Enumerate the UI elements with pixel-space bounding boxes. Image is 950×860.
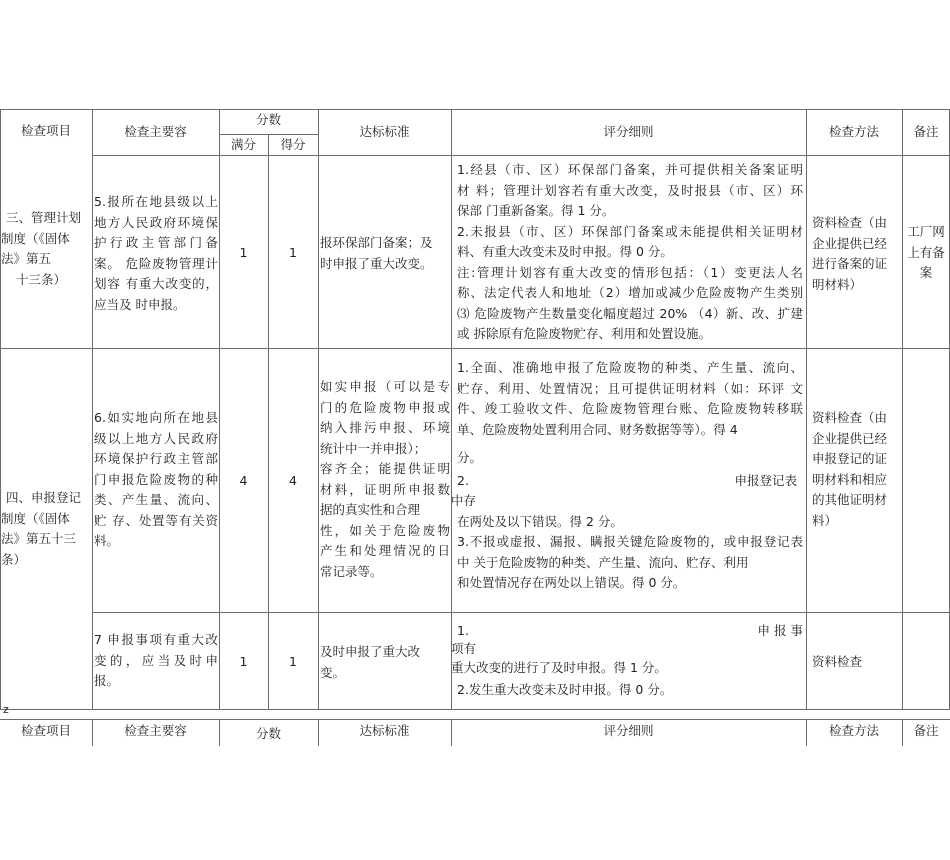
row2-item (0, 488, 92, 570)
row2-detail-line: 贮存、利用、处置情况；且可提供证明材料（如：环评 文 (457, 380, 803, 396)
row2-detail-line (457, 471, 803, 492)
row1-content-line: 5.报所在地县级以上 (94, 194, 218, 209)
row2-detail-num: 2. (457, 472, 469, 488)
row2-standard-line: 容齐全；能提供证明 (320, 461, 450, 476)
footer-check-item: 检查项目 (20, 723, 71, 738)
footer-standard: 达标标准 (359, 723, 410, 738)
col-line-5 (451, 109, 452, 709)
row3-content-line: 变的，应当及时申 (94, 652, 218, 668)
footer-main-content: 检查主要容 (124, 723, 187, 738)
row2-item-line: 条） (1, 551, 27, 567)
row3-detail-num: 1. (457, 623, 469, 638)
row1-method-line: 资料检查（由 (812, 215, 888, 230)
row2-got-score: 4 (289, 473, 297, 488)
row1-bottom-border (0, 348, 950, 349)
row1-detail-line: ⑶ 危险废物产生数量变化幅度超过 20% （4）新、改、扩建 (457, 305, 803, 321)
row2-content-line: 类、产生量、流向、 (94, 492, 218, 507)
row2-method (812, 408, 904, 531)
row1-item-line: 十三条） (16, 271, 67, 287)
row1-item-line: 法》第五 (1, 251, 52, 266)
row1-detail-line: 保部 门重新备案。得 1 分。 (457, 203, 615, 218)
row2-detail-line: 分。 (457, 450, 483, 465)
col-line-2 (219, 109, 220, 709)
row1-full-score: 1 (239, 245, 248, 260)
row2-content-line: 贮 存、处置等有关资 (94, 512, 218, 528)
footer-score: 分数 (255, 726, 281, 741)
row1-method-line: 进行备案的证 (812, 256, 888, 271)
row2-detail-line: 单、危险废物处置利用合同、财务数据等等）。得 4 (457, 421, 738, 437)
row2-detail-line: 中 关于危险废物的种类、产生量、流向、贮存、利用 (457, 554, 749, 570)
row3-standard-line: 变。 (320, 664, 346, 680)
stray-mark: z (3, 703, 9, 716)
row2-standard-line: 性，如关于危险废物 (320, 522, 450, 538)
header-score: 分数 (255, 112, 281, 127)
row2-item-line: 四、申报登记 (6, 490, 82, 505)
row2-content-line: 门申报危险废物的种 (94, 471, 218, 487)
footer-method: 检查方法 (828, 723, 879, 738)
header-method: 检查方法 (828, 124, 879, 139)
footer-scoring-detail: 评分细则 (603, 723, 654, 738)
row3-detail (451, 622, 803, 702)
col-line-4 (318, 109, 319, 709)
row1-remark-line: 上有备 (907, 244, 945, 260)
row3-detail-line (451, 622, 803, 640)
footer-remark: 备注 (913, 723, 939, 738)
row1-item (0, 208, 92, 290)
row2-detail-line: 中存 (451, 493, 477, 508)
row3-standard-line: 及时申报了重大改 (320, 644, 421, 659)
header-scoring-detail: 评分细则 (603, 124, 654, 139)
row1-content-line: 案。 危险废物管理计 (94, 255, 218, 271)
row2-detail-line: 件、竣工验收文件、危险废物管理台账、危险废物转移联 (457, 401, 803, 416)
row2-detail (451, 358, 803, 594)
row1-item-line: 制度（《固体 (1, 230, 70, 246)
row1-detail-line: 注:管理计划容有重大改变的情形包括：（1）变更法人名 (457, 264, 803, 280)
row1-detail-line: 1.经县（市、区）环保部门备案，并可提供相关备案证明 (457, 162, 803, 177)
row3-method: 资料检查 (812, 654, 863, 669)
row1-detail-line: 称、法定代表人和地址（2）增加或减少危险废物产生类别 (457, 285, 803, 300)
row3-detail-heading: 申 报 事 (757, 623, 803, 638)
row2-standard-line: 统计中一并申报）； (320, 440, 427, 456)
row2-detail-line: 和处置情况存在两处以上错误。得 0 分。 (457, 575, 686, 590)
row2-item-line: 制度（《固体 (1, 510, 70, 526)
row3-got-score: 1 (289, 654, 297, 669)
row1-method-line: 明材料） (812, 276, 863, 292)
row1-method-line: 企业提供已经 (812, 235, 888, 251)
row1-detail-line: 2.未报县（市、区）环保部门备案或未能提供相关证明材 (457, 223, 803, 239)
header-full-score: 满分 (230, 137, 256, 152)
row1-item-line: 三、管理计划 (6, 210, 82, 225)
row2-method-line: 资料检查（由 (812, 410, 888, 425)
col-line-6 (806, 109, 807, 709)
row3-standard (320, 642, 450, 683)
row1-detail-line: 材 料；管理计划容若有重大改变，及时报县（市、区）环 (457, 182, 803, 198)
row2-standard (320, 377, 450, 582)
row1-detail-line: 或 拆除原有危险废物贮存、利用和处置设施。 (457, 326, 711, 341)
col-line-0 (0, 109, 1, 709)
footer-top-border (0, 719, 950, 720)
row1-content-line: 应当及 时申报。 (94, 296, 186, 312)
row1-content-line: 划容 有重大改变的， (94, 276, 218, 291)
row2-standard-line: 常记录等。 (320, 563, 383, 579)
row2-method-line: 申报登记的证 (812, 451, 888, 466)
row1-remark-line: 工厂网 (907, 224, 945, 239)
row2-standard-line: 门的危险废物申报或 (320, 399, 450, 415)
row1-standard-line: 报环保部门备案；及 (320, 235, 433, 250)
header-remark: 备注 (913, 124, 939, 139)
row1-detail-line: 料、有重大改变未及时申报。得 0 分。 (457, 244, 673, 259)
row1-got-score: 1 (289, 245, 297, 260)
header-standard: 达标标准 (359, 124, 410, 139)
row2-standard-line: 纳入排污申报、环境 (320, 420, 450, 435)
row2-method-line: 的其他证明材 (812, 492, 888, 507)
row2-method-line: 明材料和相应 (812, 471, 888, 487)
row2-content (94, 408, 218, 552)
row3-detail-line: 2.发生重大改变未及时申报。得 0 分。 (457, 682, 673, 697)
row1-standard (320, 233, 450, 274)
row1-content-line: 护行政主管部门备 (94, 235, 218, 250)
row2-detail-line: 1.全面、准确地申报了危险废物的种类、产生量、流向、 (457, 360, 803, 375)
row2-content-line: 环境保护行政主管部 (94, 451, 218, 466)
header-got-score: 得分 (280, 137, 306, 152)
row3-content (94, 630, 218, 692)
row2-detail-line: 3.不报或虚报、漏报、瞒报关键危险废物的，或申报登记表 (457, 534, 803, 549)
row1-method (812, 213, 904, 295)
table-top-border (0, 109, 950, 110)
row1-detail (457, 160, 803, 345)
row2-method-line: 料） (812, 512, 838, 528)
row3-detail-line: 重大改变的进行了及时申报。得 1 分。 (451, 660, 667, 675)
row2-item-line: 法》第五十三 (1, 531, 77, 546)
row2-detail-line: 在两处及以下错误。得 2 分。 (457, 513, 623, 529)
row2-method-line: 企业提供已经 (812, 430, 888, 446)
header-main-content: 检查主要容 (124, 124, 187, 139)
row1-content-line: 地方人民政府环境保 (94, 214, 218, 230)
row2-content-line: 级以上地方人民政府 (94, 430, 218, 446)
row2-standard-line: 据的真实性和合理 (320, 502, 421, 517)
col-line-1 (92, 109, 93, 709)
row2-content-line: 料。 (94, 533, 120, 548)
row2-standard-line: 如实申报（可以是专 (320, 379, 450, 394)
table-bottom-border (0, 709, 950, 710)
row1-remark-line: 案 (919, 265, 933, 280)
row2-full-score: 4 (239, 473, 248, 488)
row1-remark (902, 222, 950, 284)
header-check-item: 检查项目 (20, 123, 71, 138)
row3-detail-line: 项有 (451, 641, 477, 656)
col-line-3 (268, 134, 269, 709)
row3-full-score: 1 (239, 654, 248, 669)
row1-standard-line: 时申报了重大改变。 (320, 255, 433, 271)
row3-content-line: 报。 (94, 673, 120, 688)
row2-standard-line: 产生和处理情况的日 (320, 543, 450, 558)
row1-content (94, 192, 218, 315)
row2-standard-line: 材料，证明所申报数 (320, 481, 450, 497)
row3-content-line: 7 申报事项有重大改 (94, 632, 218, 647)
row2-detail-form: 申报登记表 (734, 472, 797, 488)
row2-bottom-border (92, 612, 950, 613)
row2-content-line: 6.如实地向所在地县 (94, 410, 218, 425)
